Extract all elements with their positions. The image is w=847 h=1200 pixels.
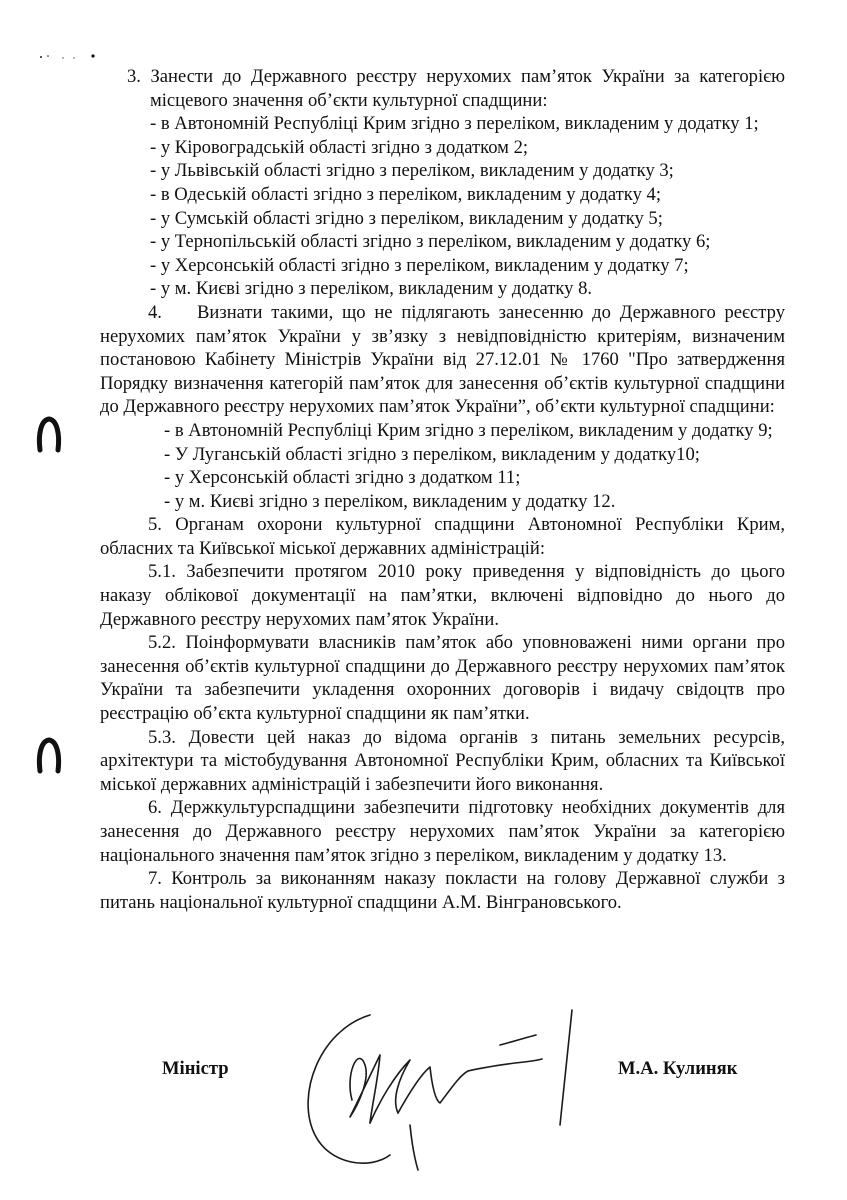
- signatory-name: М.А. Кулиняк: [618, 1058, 738, 1079]
- list-item: - в Автономній Республіці Крим згідно з переліком, викладеним у додатку 1;: [150, 113, 759, 135]
- scan-specks: [38, 50, 108, 64]
- hole-punch-mark: [35, 414, 63, 454]
- handwritten-signature: [300, 1005, 600, 1175]
- list-item: - у Херсонській області згідно з переліком, викладеним у додатку 7;: [150, 254, 689, 276]
- item-4-intro: 4. Визнати такими, що не підлягають занесенню до Державного реєстру нерухомих пам’яток України у зв’язку з невідповідністю критеріям, визначеним постановою Кабінету Міністрів України від 27.12.01 № 1760 "Про затвердження Порядку визначення категорій пам’яток для занесення об’єктів культурної спадщини до Державного реєстру нерухомих пам’яток України”, об’єкти культурної спадщини:: [100, 301, 785, 418]
- list-item: - у Кіровоградській області згідно з додатком 2;: [150, 136, 529, 158]
- item-4-list: [100, 419, 785, 513]
- item-7: 7. Контроль за виконанням наказу покласти на голову Державної служби з питань національної культурної спадщини А.М. Вінграновського.: [100, 868, 785, 913]
- item-6: 6. Держкультурспадщини забезпечити підготовку необхідних документів для занесення до Державного реєстру нерухомих пам’яток України за категорією національного значення пам’яток згідно з переліком, викладеним у додатку 13.: [100, 797, 785, 866]
- hole-punch-mark: [35, 735, 63, 775]
- list-item: - в Автономній Республіці Крим згідно з переліком, викладеним у додатку 9;: [164, 419, 773, 441]
- document-body: [100, 65, 785, 914]
- list-item: - в Одеській області згідно з переліком, викладеним у додатку 4;: [150, 183, 661, 205]
- list-item: - у Тернопільській області згідно з переліком, викладеним у додатку 6;: [150, 231, 711, 253]
- item-5-3: 5.3. Довести цей наказ до відома органів з питань земельних ресурсів, архітектури та містобудування Автономної Республіки Крим, обласних та Київської міської державних адміністрацій і забезпечити його виконання.: [100, 726, 785, 795]
- list-item: - у м. Києві згідно з переліком, викладеним у додатку 8.: [150, 278, 593, 300]
- item-3-intro: 3. Занести до Державного реєстру нерухомих пам’яток України за категорією місцевого значення об’єкти культурної спадщини:: [127, 66, 785, 111]
- list-item: - у Херсонській області згідно з додатком 11;: [164, 467, 521, 489]
- item-5-2: 5.2. Поінформувати власників пам’яток або уповноважені ними органи про занесення об’єктів культурної спадщини до Державного реєстру нерухомих пам’яток України та забезпечити укладення охоронних договорів і видачу свідоцтв про реєстрацію об’єкта культурної спадщини як пам’ятки.: [100, 632, 785, 725]
- list-item: - у Львівській області згідно з переліком, викладеним у додатку 3;: [150, 160, 674, 182]
- item-5-1: 5.1. Забезпечити протягом 2010 року приведення у відповідність до цього наказу облікової документації на пам’ятки, включені відповідно до нього до Державного реєстру нерухомих пам’яток України.: [100, 561, 785, 630]
- signatory-position: Міністр: [162, 1058, 229, 1079]
- item-3-list: [100, 112, 785, 301]
- list-item: - у м. Києві згідно з переліком, викладеним у додатку 12.: [164, 490, 616, 512]
- list-item: - У Луганській області згідно з переліком, викладеним у додатку10;: [164, 443, 700, 465]
- list-item: - у Сумській області згідно з переліком, викладеним у додатку 5;: [150, 207, 663, 229]
- signature-block: [100, 1050, 785, 1090]
- item-5-intro: 5. Органам охорони культурної спадщини Автономної Республіки Крим, обласних та Київської міської державних адміністрацій:: [100, 514, 785, 559]
